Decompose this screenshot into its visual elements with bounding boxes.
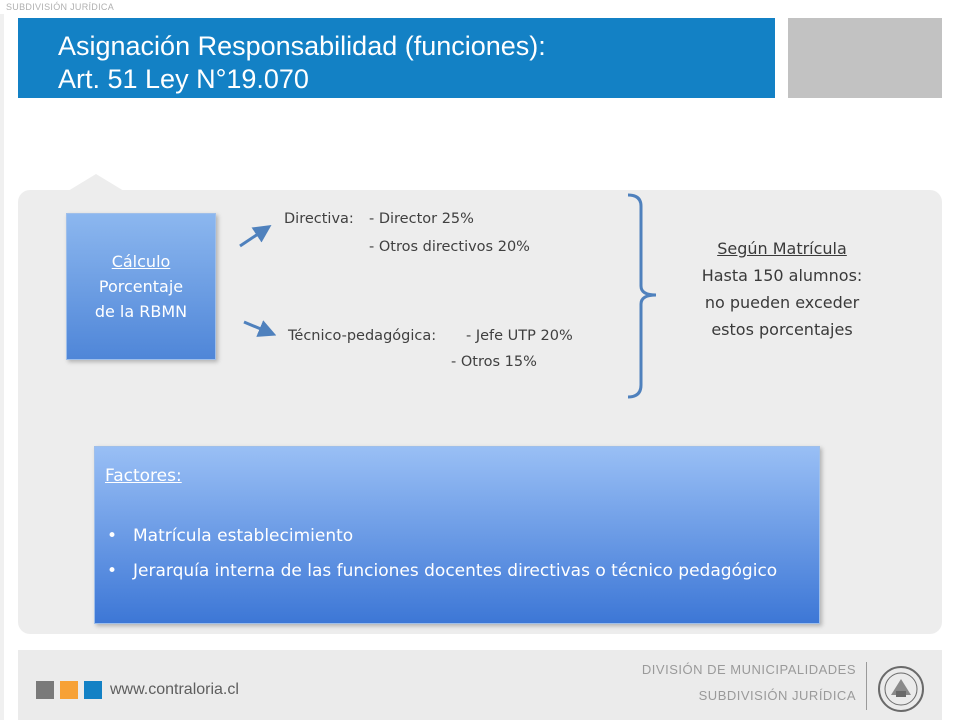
factores-title: Factores: — [105, 466, 182, 486]
calculo-line2: Porcentaje — [98, 277, 184, 296]
matricula-note — [662, 235, 902, 343]
matricula-line1: Hasta 150 alumnos: — [701, 266, 863, 285]
factor-text: Matrícula establecimiento — [133, 526, 354, 546]
matricula-title: Según Matrícula — [717, 239, 847, 258]
factor-text: Jerarquía interna de las funciones docentes directivas o técnico pedagógico — [133, 561, 778, 581]
footer-division: DIVISIÓN DE MUNICIPALIDADES — [641, 662, 856, 677]
directiva-label: Directiva: — [284, 211, 354, 227]
list-item — [105, 558, 795, 585]
directiva-item-director: - Director 25% — [369, 211, 474, 227]
directiva-item-otros: - Otros directivos 20% — [369, 239, 530, 255]
bracket-icon — [624, 192, 664, 402]
arrow-down-right-icon — [240, 318, 276, 342]
title-side-block — [788, 18, 942, 98]
panel-pointer — [68, 174, 124, 191]
factores-list — [105, 523, 795, 593]
calculo-title: Cálculo — [111, 252, 171, 271]
tecnico-label: Técnico-pedagógica: — [288, 328, 437, 344]
left-margin-rule — [0, 14, 4, 720]
slide-title — [58, 30, 546, 96]
bullet-icon: • — [107, 561, 118, 581]
footer-website-link[interactable]: www.contraloria.cl — [110, 681, 239, 698]
slide-title-line2: Art. 51 Ley N°19.070 — [58, 64, 309, 94]
footer-subdivision: SUBDIVISIÓN JURÍDICA — [698, 688, 856, 703]
footer-square-blue — [84, 681, 102, 699]
tecnico-item-jefe-utp: - Jefe UTP 20% — [466, 328, 573, 344]
top-section-label: SUBDIVISIÓN JURÍDICA — [6, 2, 115, 12]
contraloria-seal-icon — [876, 664, 926, 714]
calculo-box — [66, 213, 216, 360]
bullet-icon: • — [107, 526, 118, 546]
factores-box — [94, 446, 820, 624]
list-item — [105, 523, 795, 550]
tecnico-item-otros: - Otros 15% — [451, 354, 537, 370]
slide-title-line1: Asignación Responsabilidad (funciones): — [58, 31, 546, 61]
calculo-line3: de la RBMN — [94, 302, 188, 321]
arrow-up-right-icon — [236, 222, 272, 252]
footer-square-orange — [60, 681, 78, 699]
footer-square-grey — [36, 681, 54, 699]
footer-divider — [866, 662, 867, 710]
matricula-line3: estos porcentajes — [711, 320, 853, 339]
matricula-line2: no pueden exceder — [704, 293, 860, 312]
